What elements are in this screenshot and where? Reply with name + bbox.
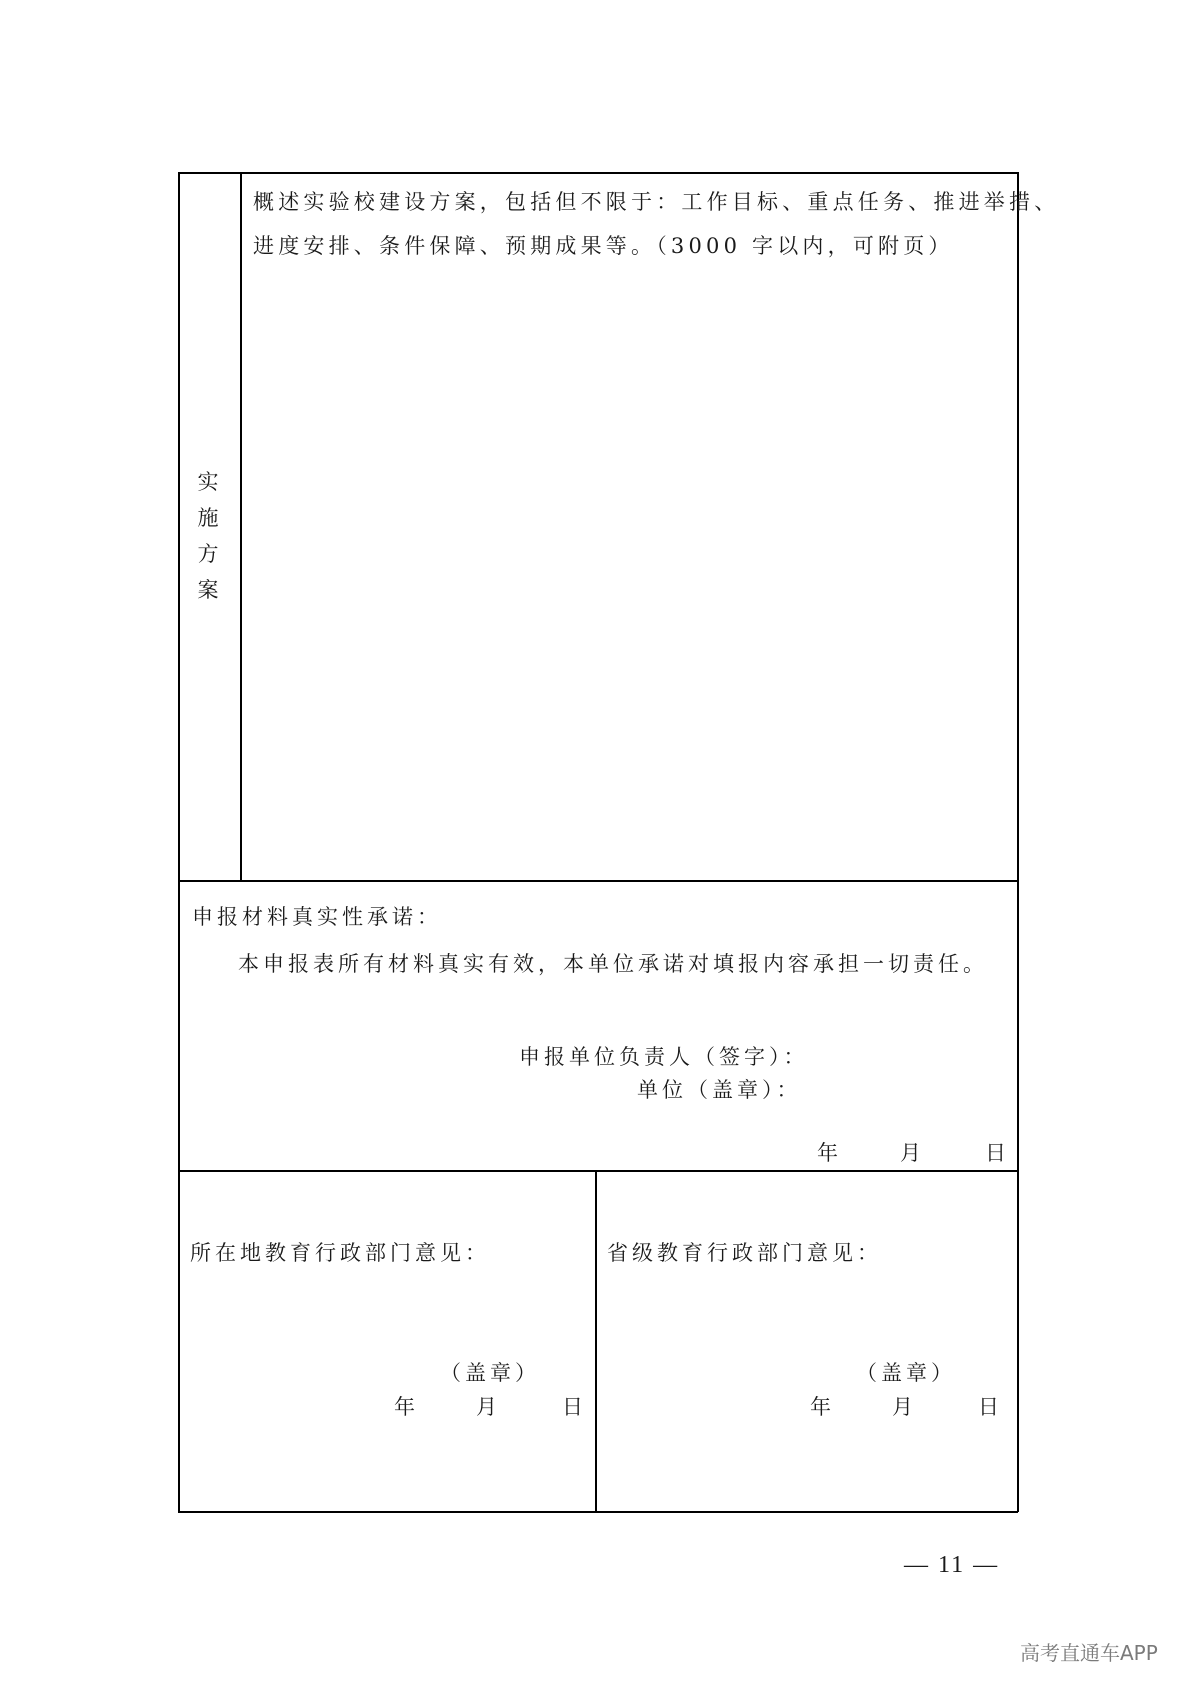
commitment-date-day: 日 bbox=[985, 1141, 1010, 1165]
implementation-label-char: 案 bbox=[197, 578, 219, 602]
commitment-date-month: 月 bbox=[900, 1141, 925, 1165]
table-border-top bbox=[178, 172, 1018, 174]
commitment-title: 申报材料真实性承诺： bbox=[192, 905, 442, 929]
implementation-label bbox=[176, 464, 240, 608]
implementation-description-line2: 进度安排、条件保障、预期成果等。（3000 字以内，可附页） bbox=[253, 234, 954, 258]
provincial-opinion-date-month: 月 bbox=[892, 1395, 917, 1419]
local-opinion-content-area[interactable] bbox=[182, 1272, 592, 1352]
table-border-bottom bbox=[178, 1511, 1018, 1513]
implementation-label-char: 施 bbox=[197, 506, 219, 530]
local-opinion-date-year: 年 bbox=[394, 1395, 419, 1419]
commitment-statement: 本申报表所有材料真实有效，本单位承诺对填报内容承担一切责任。 bbox=[238, 952, 988, 976]
local-opinion-date-day: 日 bbox=[562, 1395, 587, 1419]
provincial-opinion-content-area[interactable] bbox=[599, 1272, 1014, 1352]
local-opinion-date-month: 月 bbox=[476, 1395, 501, 1419]
signature-field[interactable] bbox=[790, 1036, 1010, 1068]
implementation-description-line1: 概述实验校建设方案，包括但不限于：工作目标、重点任务、推进举措、 bbox=[253, 190, 1060, 214]
commitment-date-year: 年 bbox=[817, 1141, 842, 1165]
table-border-left bbox=[178, 172, 180, 1512]
unit-seal-label: 单位（盖章）： bbox=[637, 1078, 802, 1102]
local-opinion-title: 所在地教育行政部门意见： bbox=[190, 1241, 490, 1265]
provincial-opinion-date-year: 年 bbox=[810, 1395, 835, 1419]
unit-seal-field[interactable] bbox=[790, 1069, 1010, 1101]
page-number: — 11 — bbox=[904, 1552, 1000, 1578]
opinions-column-divider bbox=[595, 1170, 597, 1512]
implementation-label-char: 方 bbox=[197, 542, 219, 566]
local-opinion-seal: （盖章） bbox=[440, 1361, 540, 1385]
implementation-label-char: 实 bbox=[197, 470, 219, 494]
signer-label: 申报单位负责人（签字）： bbox=[519, 1045, 809, 1069]
implementation-content-area[interactable] bbox=[242, 270, 1016, 878]
provincial-opinion-title: 省级教育行政部门意见： bbox=[607, 1241, 882, 1265]
row-divider-commitment bbox=[178, 880, 1018, 882]
watermark: 高考直通车APP bbox=[1020, 1641, 1158, 1665]
row-divider-opinions bbox=[178, 1170, 1018, 1172]
provincial-opinion-seal: （盖章） bbox=[856, 1361, 956, 1385]
provincial-opinion-date-day: 日 bbox=[978, 1395, 1003, 1419]
table-border-right bbox=[1017, 172, 1019, 1512]
